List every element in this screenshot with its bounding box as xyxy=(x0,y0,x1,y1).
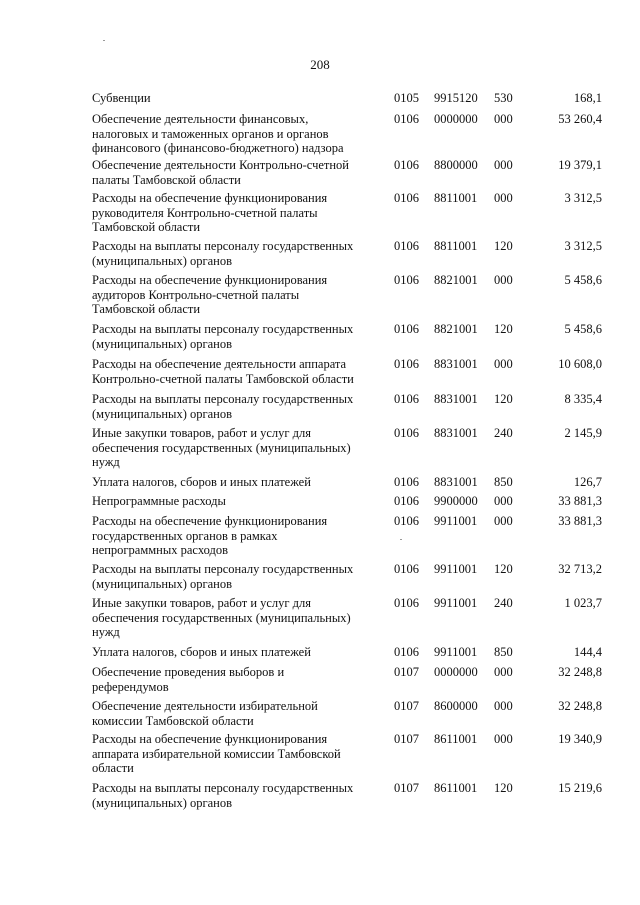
expense-type-code: 000 xyxy=(494,191,513,205)
expense-type-code: 240 xyxy=(494,596,513,610)
section-code: 0106 xyxy=(394,357,419,371)
target-code: 8600000 xyxy=(434,699,478,713)
row-name-line: руководителя Контрольно-счетной палаты xyxy=(92,205,318,220)
expense-type-code: 000 xyxy=(494,273,513,287)
target-code: 8611001 xyxy=(434,732,478,746)
row-name-line: Иные закупки товаров, работ и услуг для xyxy=(92,596,312,610)
row-name-line: налоговых и таможенных органов и органов xyxy=(92,126,329,141)
row-name-line: Расходы на обеспечение функционирования xyxy=(92,732,328,746)
section-code: 0106 xyxy=(394,494,419,508)
section-code: 0106 xyxy=(394,322,419,336)
target-code: 8800000 xyxy=(434,158,478,172)
amount: 5 458,6 xyxy=(564,273,602,287)
row-name xyxy=(92,426,388,470)
row-name xyxy=(92,322,388,351)
scan-speck xyxy=(103,40,105,41)
row-name-line: Расходы на обеспечение функционирования xyxy=(92,191,328,205)
row-name xyxy=(92,665,388,694)
row-name-line: Расходы на выплаты персоналу государственных xyxy=(92,781,354,795)
expense-type-code: 000 xyxy=(494,514,513,528)
amount: 33 881,3 xyxy=(558,514,602,528)
amount: 3 312,5 xyxy=(564,239,602,253)
row-name-line: Обеспечение деятельности Контрольно-счетной xyxy=(92,158,349,172)
row-name-line: комиссии Тамбовской области xyxy=(92,713,254,728)
amount: 19 379,1 xyxy=(558,158,602,172)
row-name-line: (муниципальных) органов xyxy=(92,253,233,268)
expense-type-code: 000 xyxy=(494,665,513,679)
expense-type-code: 120 xyxy=(494,392,513,406)
row-name-line: Обеспечение проведения выборов и xyxy=(92,665,285,679)
row-name xyxy=(92,273,388,317)
amount: 32 713,2 xyxy=(558,562,602,576)
target-code: 8831001 xyxy=(434,426,478,440)
row-name xyxy=(92,191,388,235)
row-name-line: аудиторов Контрольно-счетной палаты xyxy=(92,287,300,302)
expense-type-code: 120 xyxy=(494,781,513,795)
row-name-line: Уплата налогов, сборов и иных платежей xyxy=(92,475,311,489)
target-code: 9915120 xyxy=(434,91,478,105)
section-code: 0107 xyxy=(394,781,419,795)
amount: 2 145,9 xyxy=(564,426,602,440)
section-code: 0106 xyxy=(394,475,419,489)
expense-type-code: 120 xyxy=(494,322,513,336)
section-code: 0106 xyxy=(394,562,419,576)
amount: 168,1 xyxy=(573,91,602,105)
target-code: 9911001 xyxy=(434,645,478,659)
row-name-line: аппарата избирательной комиссии Тамбовской xyxy=(92,746,341,761)
amount: 5 458,6 xyxy=(564,322,602,336)
target-code: 0000000 xyxy=(434,665,478,679)
amount: 53 260,4 xyxy=(558,112,602,126)
section-code: 0106 xyxy=(394,191,419,205)
scan-speck xyxy=(400,539,402,540)
row-name-line: Иные закупки товаров, работ и услуг для xyxy=(92,426,312,440)
expense-type-code: 530 xyxy=(494,91,513,105)
target-code: 9900000 xyxy=(434,494,478,508)
row-name-line: обеспечения государственных (муниципальных) xyxy=(92,610,351,625)
expense-type-code: 000 xyxy=(494,357,513,371)
target-code: 8831001 xyxy=(434,392,478,406)
row-name xyxy=(92,699,388,728)
row-name-line: (муниципальных) органов xyxy=(92,576,233,591)
expense-type-code: 000 xyxy=(494,494,513,508)
expense-type-code: 850 xyxy=(494,645,513,659)
target-code: 9911001 xyxy=(434,514,478,528)
amount: 8 335,4 xyxy=(564,392,602,406)
row-name-line: палаты Тамбовской области xyxy=(92,172,241,187)
row-name-line: Расходы на выплаты персоналу государственных xyxy=(92,392,354,406)
amount: 1 023,7 xyxy=(564,596,602,610)
section-code: 0106 xyxy=(394,514,419,528)
row-name xyxy=(92,596,388,640)
row-name xyxy=(92,562,388,591)
row-name-line: референдумов xyxy=(92,679,169,694)
row-name xyxy=(92,91,388,106)
row-name-line: Расходы на выплаты персоналу государственных xyxy=(92,322,354,336)
row-name xyxy=(92,732,388,776)
row-name xyxy=(92,645,388,660)
section-code: 0106 xyxy=(394,273,419,287)
section-code: 0106 xyxy=(394,426,419,440)
expense-type-code: 000 xyxy=(494,699,513,713)
target-code: 8821001 xyxy=(434,322,478,336)
target-code: 8831001 xyxy=(434,475,478,489)
expense-type-code: 240 xyxy=(494,426,513,440)
amount: 33 881,3 xyxy=(558,494,602,508)
row-name-line: нужд xyxy=(92,625,120,639)
section-code: 0106 xyxy=(394,596,419,610)
row-name xyxy=(92,112,388,156)
row-name xyxy=(92,357,388,386)
row-name-line: области xyxy=(92,761,134,775)
row-name-line: (муниципальных) органов xyxy=(92,795,233,810)
row-name-line: (муниципальных) органов xyxy=(92,336,233,351)
expense-type-code: 850 xyxy=(494,475,513,489)
row-name-line: Тамбовской области xyxy=(92,220,201,234)
section-code: 0105 xyxy=(394,91,419,105)
row-name-line: Тамбовской области xyxy=(92,302,201,316)
section-code: 0107 xyxy=(394,665,419,679)
section-code: 0107 xyxy=(394,699,419,713)
row-name-line: Обеспечение деятельности финансовых, xyxy=(92,112,309,126)
row-name-line: Обеспечение деятельности избирательной xyxy=(92,699,318,713)
amount: 10 608,0 xyxy=(558,357,602,371)
amount: 15 219,6 xyxy=(558,781,602,795)
row-name-line: Расходы на обеспечение функционирования xyxy=(92,273,328,287)
row-name-line: Расходы на выплаты персоналу государственных xyxy=(92,562,354,576)
row-name-line: непрограммных расходов xyxy=(92,543,228,557)
amount: 126,7 xyxy=(573,475,602,489)
target-code: 9911001 xyxy=(434,562,478,576)
section-code: 0106 xyxy=(394,158,419,172)
row-name xyxy=(92,158,388,187)
row-name-line: Расходы на обеспечение функционирования xyxy=(92,514,328,528)
target-code: 0000000 xyxy=(434,112,478,126)
section-code: 0106 xyxy=(394,392,419,406)
target-code: 8611001 xyxy=(434,781,478,795)
row-name-line: Контрольно-счетной палаты Тамбовской области xyxy=(92,371,354,386)
target-code: 8821001 xyxy=(434,273,478,287)
row-name-line: Расходы на обеспечение деятельности аппарата xyxy=(92,357,347,371)
expense-type-code: 000 xyxy=(494,112,513,126)
row-name-line: Уплата налогов, сборов и иных платежей xyxy=(92,645,311,659)
amount: 144,4 xyxy=(573,645,602,659)
row-name xyxy=(92,781,388,810)
row-name-line: (муниципальных) органов xyxy=(92,406,233,421)
expense-type-code: 000 xyxy=(494,732,513,746)
amount: 32 248,8 xyxy=(558,665,602,679)
page-number: 208 xyxy=(310,57,330,72)
row-name-line: Непрограммные расходы xyxy=(92,494,226,508)
section-code: 0106 xyxy=(394,112,419,126)
row-name-line: нужд xyxy=(92,455,120,469)
amount: 19 340,9 xyxy=(558,732,602,746)
row-name-line: Расходы на выплаты персоналу государственных xyxy=(92,239,354,253)
expense-type-code: 120 xyxy=(494,239,513,253)
row-name xyxy=(92,392,388,421)
target-code: 8811001 xyxy=(434,239,478,253)
target-code: 8831001 xyxy=(434,357,478,371)
section-code: 0106 xyxy=(394,645,419,659)
amount: 32 248,8 xyxy=(558,699,602,713)
row-name-line: государственных органов в рамках xyxy=(92,528,278,543)
target-code: 9911001 xyxy=(434,596,478,610)
target-code: 8811001 xyxy=(434,191,478,205)
row-name xyxy=(92,514,388,558)
row-name xyxy=(92,475,388,490)
row-name xyxy=(92,239,388,268)
row-name-line: Субвенции xyxy=(92,91,151,105)
row-name xyxy=(92,494,388,509)
section-code: 0107 xyxy=(394,732,419,746)
row-name-line: финансового (финансово-бюджетного) надзора xyxy=(92,141,344,155)
row-name-line: обеспечения государственных (муниципальных) xyxy=(92,440,351,455)
expense-type-code: 120 xyxy=(494,562,513,576)
expense-type-code: 000 xyxy=(494,158,513,172)
amount: 3 312,5 xyxy=(564,191,602,205)
section-code: 0106 xyxy=(394,239,419,253)
